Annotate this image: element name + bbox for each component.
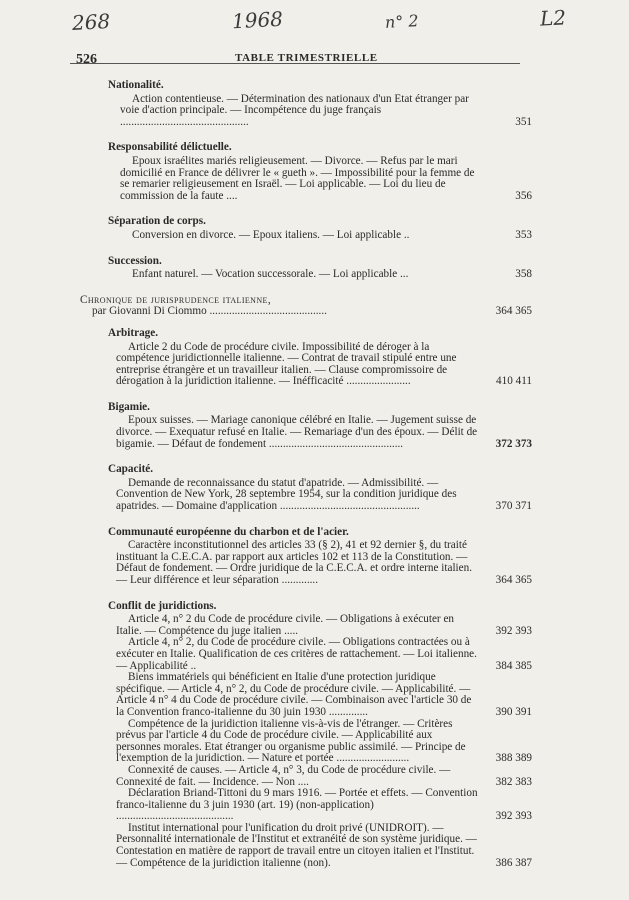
handwritten-note-1: 268 xyxy=(71,9,111,35)
subsection-heading: Communauté européenne du charbon et de l'acier. xyxy=(108,525,349,538)
entry-text: Compétence de la juridiction italienne vis-à-vis de l'étranger. — Critères prévus par l'article 4 du Code de procédure civile. — Applicabilité aux personnes morales. Etat étranger ou organisme public assimilé. — Principe de l'exemption de la juridiction. — Nature et portée .......................... xyxy=(116,717,466,765)
entry-item xyxy=(116,788,540,823)
entry-item xyxy=(120,156,540,202)
entry-item xyxy=(116,637,540,672)
page-reference: 386 387 xyxy=(495,856,532,869)
subsection-heading: Arbitrage. xyxy=(108,326,159,339)
page-reference: 370 371 xyxy=(495,500,532,513)
entry-text: Institut international pour l'unification du droit privé (UNIDROIT). — Personnalité internationale de l'Institut et extranéité de son système juridique. — Contestation en matière de rapport de travail entre un citoyen italien et l'Institut. — Compétence de la juridiction italienne (non). xyxy=(116,821,477,869)
index-content xyxy=(80,80,540,883)
entry-text: Déclaration Briand-Tittoni du 9 mars 1916. — Portée et effets. — Convention franco-italienne du 3 juin 1930 (art. 19) (non-application) .......................................... xyxy=(116,787,478,823)
index-entry xyxy=(80,216,540,241)
entry-text: Epoux suisses. — Mariage canonique célébré en Italie. — Jugement suisse de divorce. — Exequatur refusé en Italie. — Remariage d'un des époux. — Délit de bigamie. — Défaut de fondement ................................................ xyxy=(116,414,478,450)
entry-item xyxy=(116,342,540,388)
entry-heading: Nationalité. xyxy=(108,79,164,91)
entry-text: Article 2 du Code de procédure civile. Impossibilité de déroger à la compétence juridictionnelle italienne. — Contrat de travail stipulé entre une entreprise étrangère et un travailleur italien. — Clause compromissoire de dérogation à la juridiction italienne. — Inéfficacité ....................... xyxy=(116,340,457,388)
entry-item xyxy=(116,415,540,450)
entry-text: Conversion en divorce. — Epoux italiens. — Loi applicable .. xyxy=(132,228,410,241)
handwritten-note-2: 1968 xyxy=(231,6,284,34)
chronique-title: Chronique de jurisprudence italienne, xyxy=(80,293,272,306)
page-reference: 372 373 xyxy=(495,437,532,450)
subsection-heading: Capacité. xyxy=(108,463,154,476)
entry-text: Action contentieuse. — Détermination des nationaux d'un Etat étranger par voie d'action principale. — Incompétence du juge français .............................................. xyxy=(120,92,469,128)
page-reference: 410 411 xyxy=(496,375,532,388)
entry-heading: Succession. xyxy=(108,254,162,267)
page-reference: 388 389 xyxy=(495,752,532,765)
entry-text: Article 4, n° 2, du Code de procédure civile. — Obligations contractées ou à exécuter en Italie. Qualification de ces critères de rattachement. — Loi italienne. — Applicabilité .. xyxy=(116,636,477,672)
subsection-heading: Conflit de juridictions. xyxy=(108,599,217,612)
page-reference: 364 365 xyxy=(495,574,532,586)
entry-item xyxy=(120,230,540,242)
entry-text: Demande de reconnaissance du statut d'apatride. — Admissibilité. — Convention de New York, 28 septembre 1954, sur la condition juridique des apatrides. — Domaine d'application .................................................. xyxy=(116,476,457,513)
index-entry xyxy=(80,142,540,202)
page-reference: 392 393 xyxy=(495,624,532,637)
page-reference: 390 391 xyxy=(495,705,532,718)
entry-heading: Responsabilité délictuelle. xyxy=(108,141,232,154)
entry-text: Enfant naturel. — Vocation successorale. — Loi applicable ... xyxy=(132,268,409,281)
page-reference: 356 xyxy=(515,189,532,202)
index-subsection xyxy=(80,402,540,450)
entry-item xyxy=(116,614,540,637)
entry-item xyxy=(116,823,540,869)
running-title: TABLE TRIMESTRIELLE xyxy=(235,52,378,64)
page-reference: 392 393 xyxy=(495,810,532,823)
page-reference: 353 xyxy=(515,228,532,241)
entry-text: Article 4, n° 2 du Code de procédure civile. — Obligations à exécuter en Italie. — Compétence du juge italien ..... xyxy=(116,613,455,637)
page-reference: 384 385 xyxy=(495,659,532,672)
index-subsection xyxy=(80,464,540,512)
entry-item xyxy=(116,540,540,586)
entry-text: Biens immatériels qui bénéficient en Italie d'une protection juridique spécifique. — Article 4, n° 2, du Code de procédure civile. — Applicabilité. — Article 4 n° 4 du Code de procédure civile. — Combinaison avec l'article 30 de la Convention franco-italienne du 30 juin 1930 .............. xyxy=(116,671,472,718)
entry-heading: Séparation de corps. xyxy=(108,215,206,228)
chronique-author: par Giovanni Di Ciommo .......................................... xyxy=(92,305,327,318)
page-reference: 382 383 xyxy=(495,775,532,788)
entry-text: Epoux israélites mariés religieusement. — Divorce. — Refus par le mari domicilié en France de délivrer le « gueth ». — Impossibilité pour la femme de se remarier religieusement en Israël. — Loi applicable. — Loi du lieu de commission de la faute .... xyxy=(120,154,475,202)
entry-item xyxy=(120,269,540,281)
entry-item xyxy=(116,719,540,765)
index-entry xyxy=(80,256,540,281)
chronique-entry xyxy=(80,295,540,318)
page-number: 526 xyxy=(76,52,97,67)
entry-item xyxy=(116,478,540,513)
index-subsection xyxy=(80,601,540,870)
index-subsection xyxy=(80,527,540,587)
entry-text: Connexité de causes. — Article 4, n° 3, du Code de procédure civile. — Connexité de fait. — Incidence. — Non .... xyxy=(116,763,451,788)
handwritten-note-4: L2 xyxy=(539,5,567,31)
entry-item xyxy=(116,765,540,788)
index-subsection xyxy=(80,328,540,388)
subsection-heading: Bigamie. xyxy=(108,400,150,413)
page-reference: 351 xyxy=(515,115,532,128)
entry-item xyxy=(120,94,540,129)
handwritten-note-3: n° 2 xyxy=(384,11,420,32)
index-entry xyxy=(80,80,540,128)
entry-item xyxy=(116,672,540,718)
page-reference: 358 xyxy=(515,268,532,281)
entry-text: Caractère inconstitutionnel des articles 33 (§ 2), 41 et 92 dernier §, du traité instituant la C.E.C.A. par rapport aux articles 102 et 113 de la Constitution. — Défaut de fondement. — Ordre juridique de la C.E.C.A. et ordre interne italien. — Leur différence et leur séparation ............. xyxy=(116,539,473,586)
page-reference: 364 365 xyxy=(495,305,532,318)
